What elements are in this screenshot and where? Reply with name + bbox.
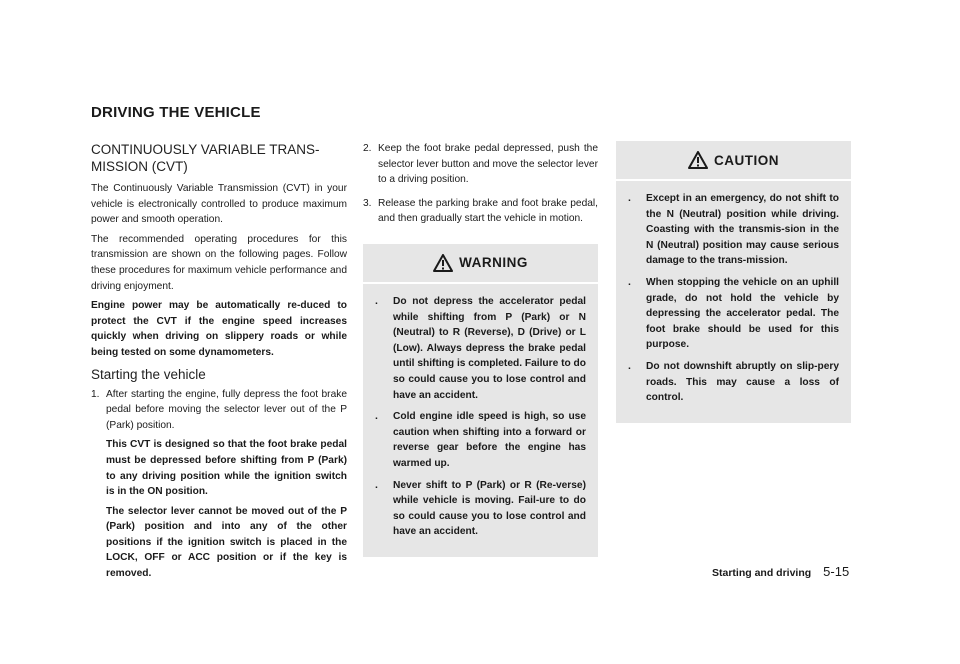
step-text: Keep the foot brake pedal depressed, push the selector lever button and move the selector lever to a driving position. — [378, 143, 598, 186]
warning-icon — [433, 254, 453, 272]
step-note: The selector lever cannot be moved out of the P (Park) position and into any of the other positions if the ignition switch is placed in the LOCK, OFF or ACC position or if the key is removed. — [106, 505, 347, 580]
step-number: 3. — [363, 197, 372, 209]
bullet-mark: . — [375, 410, 378, 423]
engine-power-note: Engine power may be automatically re-duced to protect the CVT if the engine speed increases quickly when driving on slippery roads or while being tested on some dynamometers. — [91, 300, 347, 358]
bullet-mark: . — [375, 294, 378, 307]
bullet-mark: . — [628, 275, 631, 288]
step-3 — [363, 196, 598, 231]
warning-icon — [688, 151, 708, 169]
section-title: CONTINUOUSLY VARIABLE TRANS-MISSION (CVT) — [91, 142, 320, 174]
step-text: Release the parking brake and foot brake pedal, and then gradually start the vehicle in motion. — [378, 197, 598, 225]
column-right — [616, 141, 851, 423]
step-2 — [363, 141, 598, 192]
warning-box — [363, 244, 598, 557]
caution-text: Do not downshift abruptly on slip-pery roads. This may cause a loss of control. — [646, 360, 839, 404]
warning-item — [375, 294, 586, 403]
page-title: DRIVING THE VEHICLE — [91, 104, 261, 121]
bullet-mark: . — [375, 478, 378, 491]
warning-label: WARNING — [459, 255, 528, 271]
chapter-name: Starting and driving — [712, 567, 812, 579]
caution-header — [616, 141, 851, 181]
step-text: After starting the engine, fully depress the foot brake pedal before moving the selector lever out of the P (Park) position. — [106, 388, 347, 431]
caution-text: When stopping the vehicle on an uphill grade, do not hold the vehicle by depressing the accelerator pedal. The foot brake should be used for this purpose. — [646, 276, 839, 351]
caution-text: Except in an emergency, do not shift to the N (Neutral) position while driving. Coasting with the transmis-sion in the N (Neutral) position may cause serious damage to the trans-mission. — [646, 193, 839, 267]
bullet-mark: . — [628, 359, 631, 372]
warning-text: Never shift to P (Park) or R (Re-verse) while vehicle is moving. Fail-ure to do so could cause you to lose control and have an accident. — [393, 479, 586, 538]
warning-header — [363, 244, 598, 284]
warning-text: Cold engine idle speed is high, so use caution when shifting into a forward or reverse gear before the engine has warmed up. — [393, 411, 586, 469]
caution-item — [628, 359, 839, 406]
warning-item — [375, 478, 586, 540]
warning-text: Do not depress the accelerator pedal while shifting from P (Park) or N (Neutral) to R (Reverse), D (Drive) or L (Low). Always depress the brake pedal until shifting is completed. Failure to do so could cause you to lose control and have an accident. — [393, 295, 587, 401]
bullet-mark: . — [628, 192, 631, 204]
column-middle — [363, 141, 598, 557]
caution-label: CAUTION — [714, 152, 779, 168]
page-footer — [712, 564, 849, 579]
page-number: 5-15 — [823, 564, 850, 579]
column-left — [91, 141, 347, 590]
warning-item — [375, 409, 586, 471]
starting-subtitle: Starting the vehicle — [91, 366, 206, 382]
step-note: This CVT is designed so that the foot brake pedal must be depressed before shifting from P (Park) to any driving position while the ignition switch is in the ON position. — [106, 439, 347, 498]
step-1 — [91, 387, 347, 586]
caution-box — [616, 141, 851, 423]
step-number: 2. — [363, 143, 372, 154]
caution-item — [628, 275, 839, 353]
intro-paragraph: The Continuously Variable Transmission (CVT) in your vehicle is electronically controlled to produce maximum power and smooth operation. — [91, 183, 347, 226]
procedure-paragraph: The recommended operating procedures for this transmission are shown on the following pages. Follow these procedures for maximum vehicle performance and driving enjoyment. — [91, 233, 347, 292]
caution-item — [628, 191, 839, 269]
step-number: 1. — [91, 388, 100, 400]
